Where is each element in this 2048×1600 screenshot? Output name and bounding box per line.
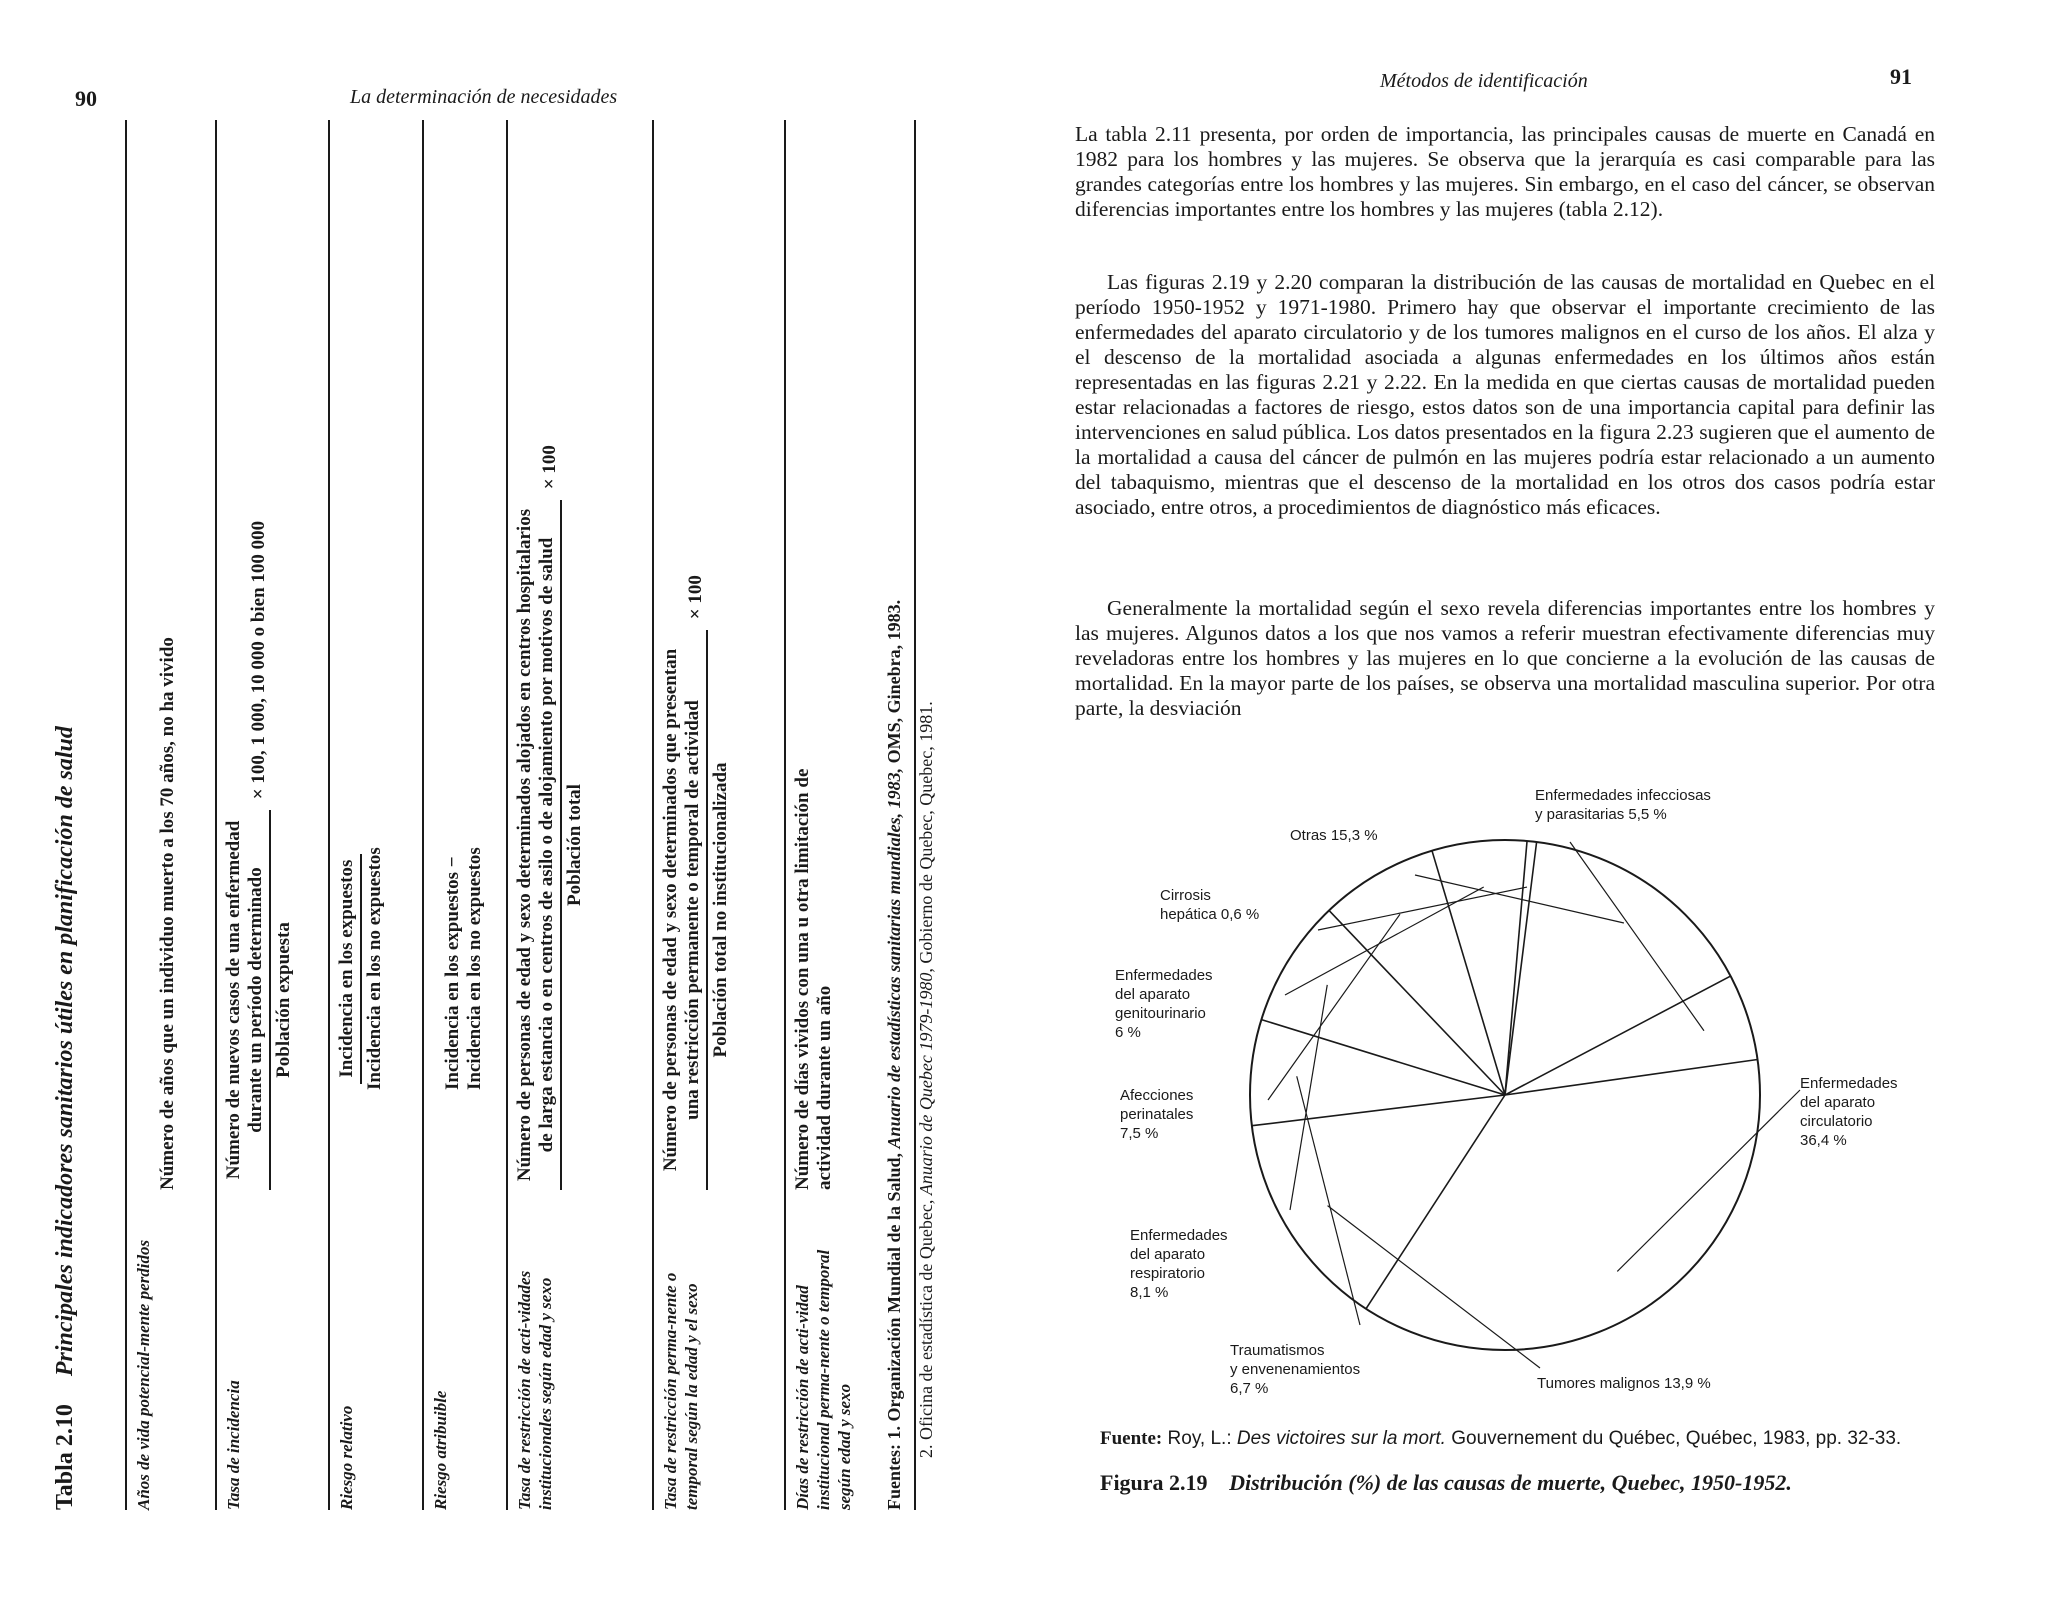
row-label: Riesgo atribuible [431, 1390, 450, 1510]
source-1 [884, 600, 905, 1510]
fraction [514, 500, 586, 1190]
paragraph: Generalmente la mortalidad según el sexo revela diferencias importantes entre los hombres y las mujeres. Algunos datos a los que nos vamos a referir muestran efectivamente diferencias muy reveladoras entre los hombres y las mujeres en lo que concierne a la evolución de las causas de mortalidad. En la mayor parte de los países, se observa una mortalidad masculina superior. Por otra parte, la desviación [1075, 596, 1935, 720]
table-row [215, 120, 327, 1510]
figure-source [1100, 1428, 1901, 1450]
table-row [652, 120, 784, 1510]
fraction [223, 810, 295, 1190]
row-definition: Número de años que un individuo muerto a los 70 años, no ha vivido [157, 637, 178, 1190]
pie-slices [1250, 840, 1760, 1350]
table-row [506, 120, 652, 1510]
table-sources-region [880, 120, 960, 1520]
slice-label: Traumatismos y envenenamientos 6,7 % [1230, 1342, 1361, 1397]
denominator: Población expuesta [273, 922, 294, 1078]
row-definition [223, 140, 295, 1190]
table-row [328, 120, 422, 1510]
figure-caption [1100, 1470, 1792, 1496]
row-label: Tasa de incidencia [224, 1380, 243, 1510]
multiplier: × 100, 1 000, 10 000 o bien 100 000 [248, 520, 269, 800]
source-1-title: Anuario de estadísticas sanitarias mundiales, 1983, [884, 767, 904, 1149]
figure-source-lead: Fuente: [1100, 1428, 1163, 1449]
row-definition: Número de días vividos con una u otra limitación de actividad durante un año [792, 768, 835, 1190]
multiplier: × 100 [685, 575, 706, 620]
numerator: Número de personas de edad y sexo determinados alojados en centros hospitalarios de larga estancia o en centros de asilo o de alojamiento por motivos de salud [514, 500, 562, 1190]
denominator: Población total no institucionalizada [710, 762, 731, 1058]
denominator: Incidencia en los no expuestos [364, 847, 385, 1090]
slice-label: Enfermedades infecciosas y parasitarias 5,5 % [1535, 787, 1711, 823]
rotated-table-region [40, 120, 920, 1520]
figure-source-author: Roy, L.: [1167, 1428, 1232, 1449]
row-label: Años de vida potencial-mente perdidos [134, 1239, 153, 1510]
slice-label: Otras 15,3 % [1290, 827, 1378, 844]
row-label: Días de restricción de acti-vidad institucional perma-nente o temporal según edad y sexo [793, 1249, 854, 1510]
source-2-title: Anuario de Quebec 1979-1980, [916, 968, 936, 1196]
denominator: Población total [564, 784, 585, 906]
numerator: Número de nuevos casos de una enfermedad durante un período determinado [223, 810, 271, 1190]
source-2-tail: Gobierno de Quebec, Quebec, 1981. [916, 701, 936, 964]
row-label: Riesgo relativo [337, 1405, 356, 1510]
fraction [336, 847, 386, 1090]
table-number: Tabla 2.10 [52, 1404, 78, 1510]
table-2-10 [40, 120, 920, 1520]
source-1-tail: OMS, Ginebra, 1983. [884, 599, 904, 764]
slice-label: Enfermedades del aparato genitourinario 6 % [1115, 967, 1213, 1041]
table-sources [880, 120, 960, 1520]
row-definition: Incidencia en los expuestos − Incidencia en los no expuestos [442, 847, 485, 1090]
figure-title: Distribución (%) de las causas de muerte, Quebec, 1950-1952. [1229, 1470, 1792, 1495]
table-row [422, 120, 506, 1510]
slice-label: Enfermedades del aparato circulatorio 36,4 % [1800, 1075, 1898, 1149]
row-definition [336, 40, 386, 1190]
figure-number: Figura 2.19 [1100, 1470, 1208, 1495]
left-running-head: La determinación de necesidades [350, 86, 618, 108]
row-label: Tasa de restricción de acti-vidades institucionales según edad y sexo [515, 1270, 555, 1510]
right-page-number: 91 [1890, 64, 1912, 89]
left-page-number: 90 [75, 86, 97, 111]
figure-source-tail: Gouvernement du Québec, Québec, 1983, pp. 32-33. [1451, 1428, 1902, 1449]
source-2-lead: 2. Oficina de estadística de Quebec, [916, 1199, 936, 1458]
row-definition [660, 140, 732, 1190]
slice-label: Tumores malignos 13,9 % [1537, 1375, 1711, 1392]
paragraph: La tabla 2.11 presenta, por orden de importancia, las principales causas de muerte en Canadá en 1982 para los hombres y las mujeres. Se observa que la jerarquía es casi comparable para las grandes categorías entre los hombres y las mujeres. Sin embargo, en el caso del cáncer, se observan diferencias importantes entre los hombres y las mujeres (tabla 2.12). [1075, 122, 1935, 221]
numerator: Número de personas de edad y sexo determinados que presentan una restricción permanente o temporal de actividad [660, 630, 708, 1190]
slice-label: Afecciones perinatales 7,5 % [1120, 1087, 1194, 1142]
multiplier: × 100 [539, 445, 560, 490]
row-label: Tasa de restricción perma-nente o temporal según la edad y el sexo [661, 1272, 701, 1510]
slice-label: Cirrosis hepática 0,6 % [1160, 887, 1260, 923]
source-2 [916, 701, 937, 1458]
numerator: Incidencia en los expuestos [336, 854, 362, 1084]
table-title-text: Principales indicadores sanitarios útiles en planificación de salud [52, 726, 78, 1377]
table-row [125, 120, 215, 1510]
source-1-lead: Fuentes: 1. Organización Mundial de la Salud, [884, 1152, 904, 1510]
pie-chart [1100, 770, 1960, 1420]
figure-source-title: Des victoires sur la mort. [1236, 1428, 1446, 1449]
table-title [52, 726, 79, 1510]
right-running-head: Métodos de identificación [1380, 70, 1588, 92]
fraction [660, 630, 732, 1190]
row-definition [514, 140, 586, 1190]
paragraph: Las figuras 2.19 y 2.20 comparan la distribución de las causas de mortalidad en Quebec en el período 1950-1952 y 1971-1980. Primero hay que observar el importante crecimiento de las enfermedades del aparato circulatorio y de los tumores malignos en el curso de los años. El alza y el descenso de la mortalidad asociada a algunas enfermedades en los últimos años están representadas en las figuras 2.21 y 2.22. En la medida en que ciertas causas de mortalidad pueden estar relacionadas a factores de riesgo, estos datos son de una importancia capital para definir las intervenciones en salud pública. Los datos presentados en la figura 2.23 sugieren que el aumento de la mortalidad a causa del cáncer de pulmón en las mujeres podría estar relacionado a un aumento del tabaquismo, mientras que el descenso de la mortalidad en los otros dos casos podría estar asociado, entre otros, a procedimientos de diagnóstico más eficaces. [1075, 270, 1935, 519]
slice-label: Enfermedades del aparato respiratorio 8,1 % [1130, 1227, 1228, 1301]
